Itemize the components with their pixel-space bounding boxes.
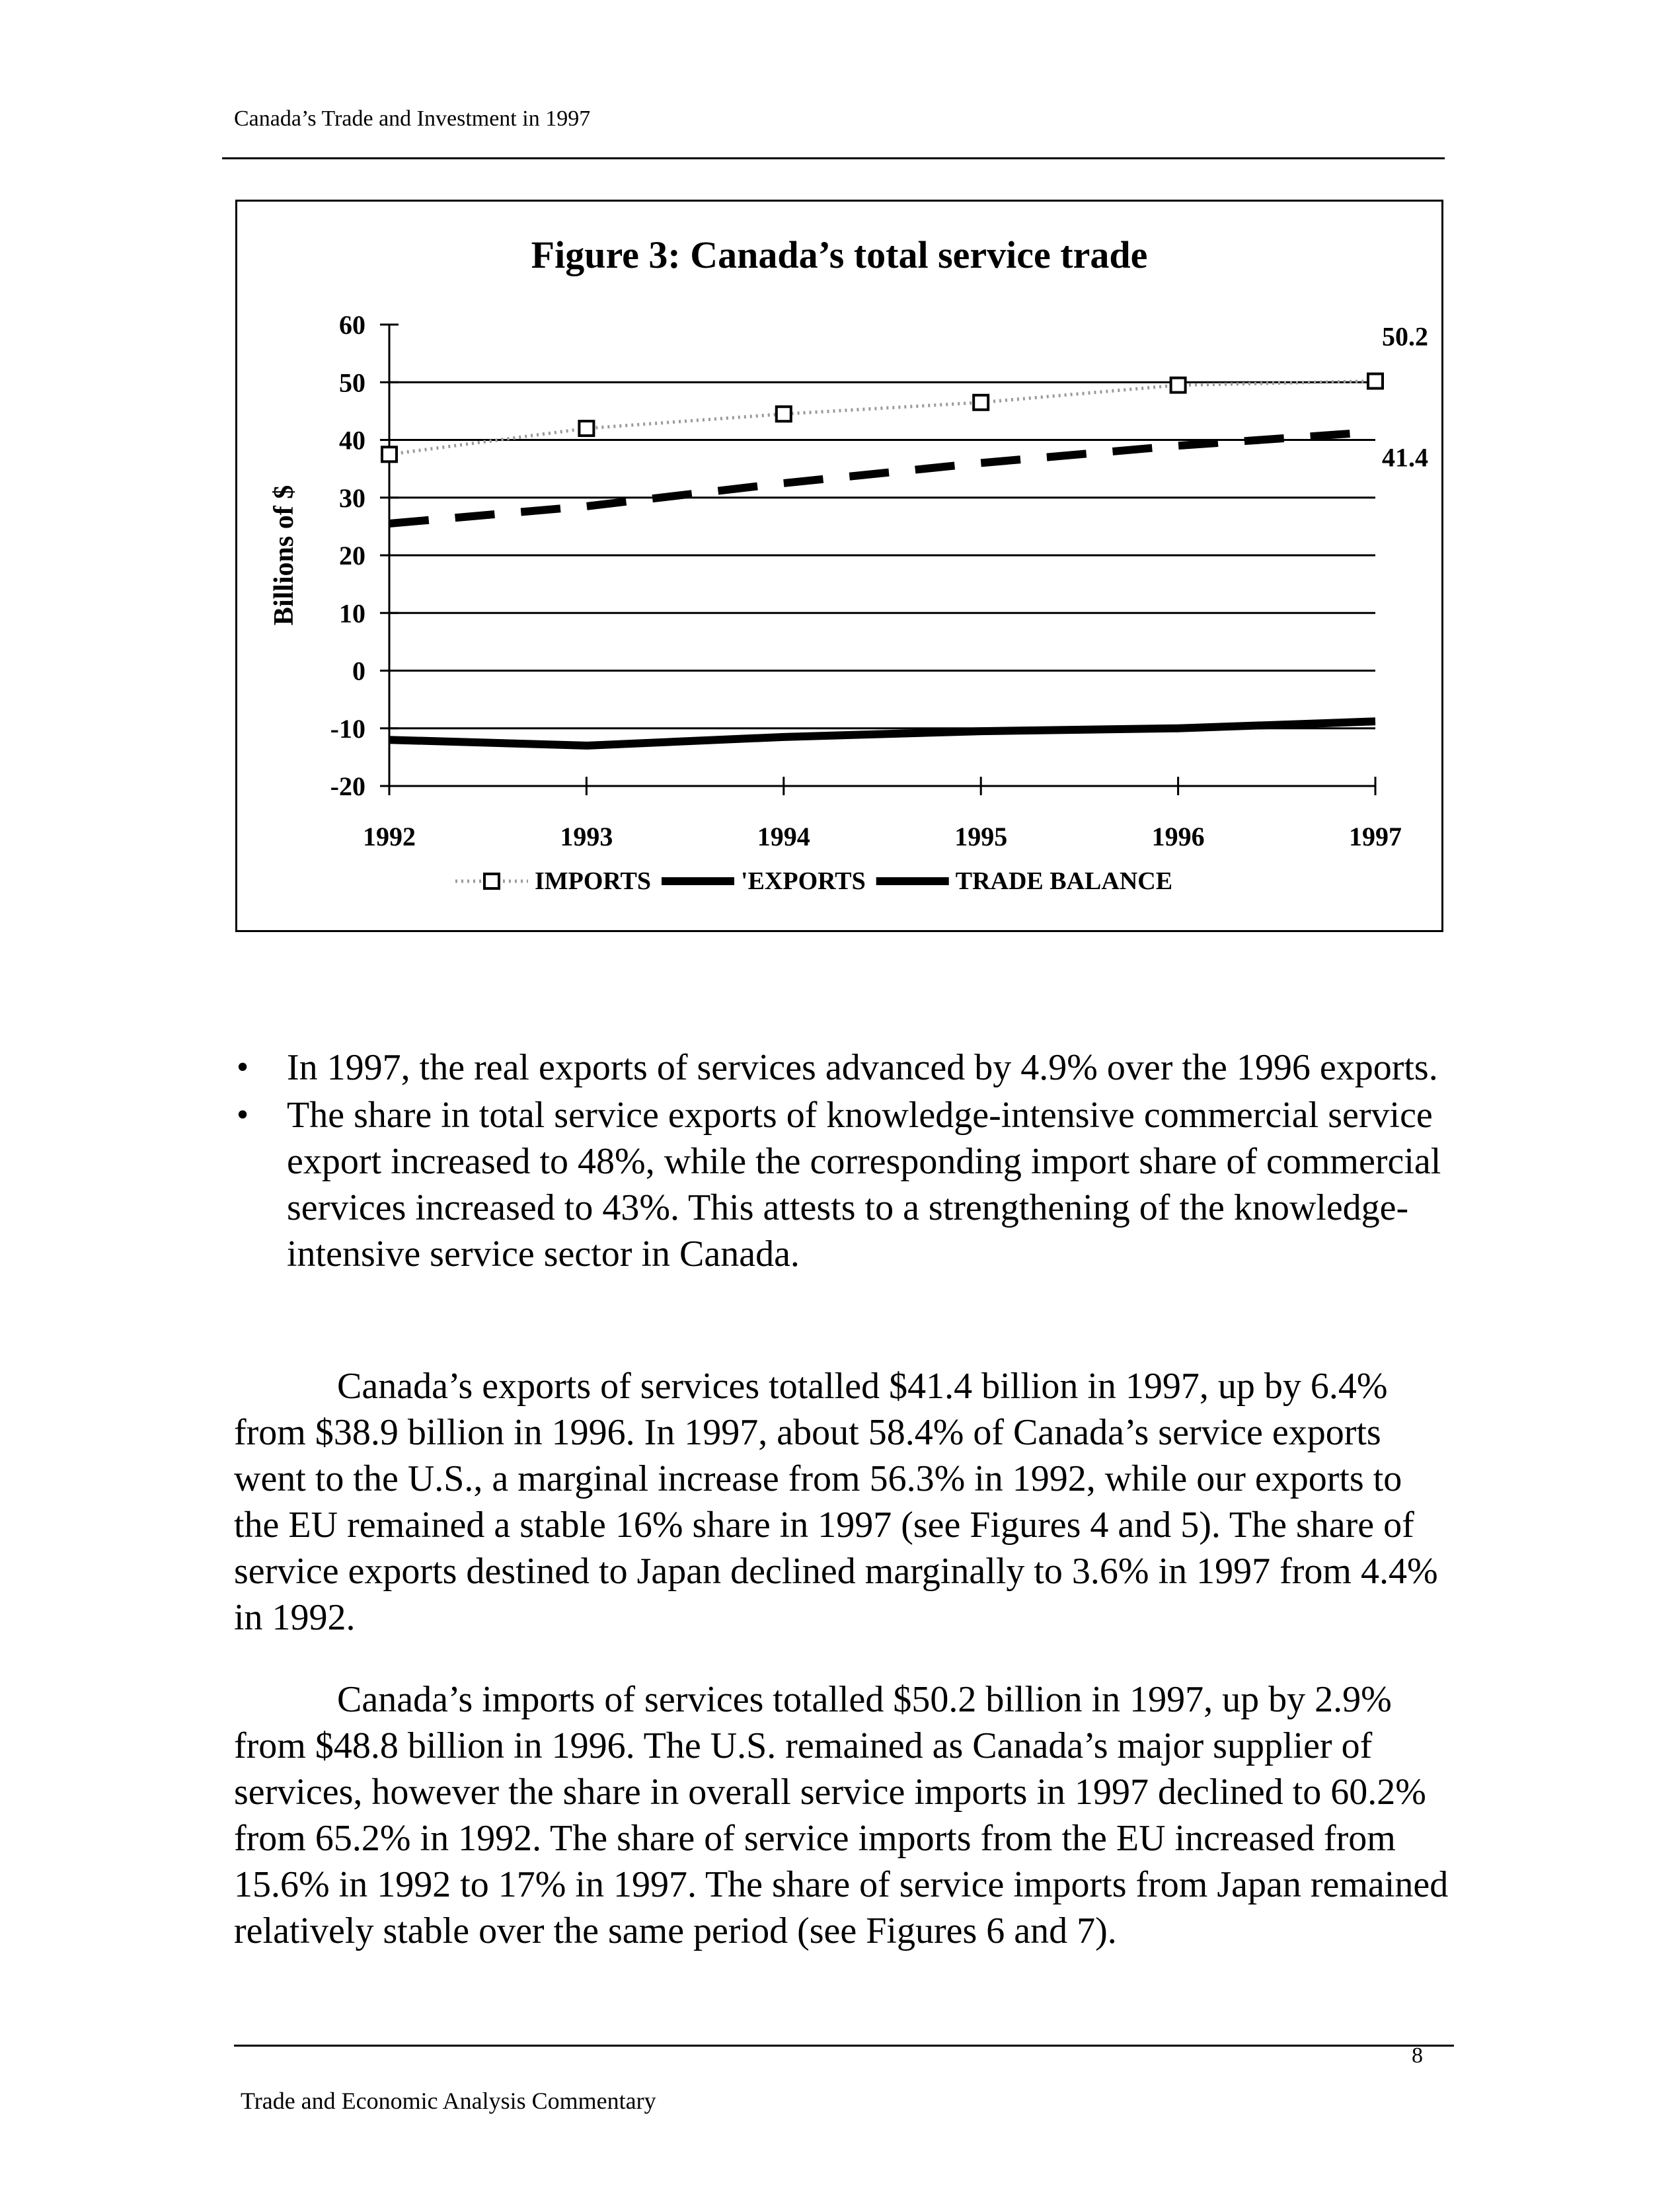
data-point-marker [382, 447, 397, 461]
data-point-marker [1171, 378, 1186, 393]
x-tick-label: 1995 [954, 822, 1008, 851]
footer-rule [234, 2045, 1454, 2047]
series-line-1 [389, 432, 1375, 524]
imports-paragraph: Canada’s imports of services totalled $50.2 billion in 1997, up by 2.9% from $48.8 billion in 1996. The U.S. remained as Canada’s major supplier of services, however the share in overall service imports in 1997 declined to 60.2% from 65.2% in 1992. The share of service imports from the EU increased from 15.6% in 1992 to 17% in 1997. The share of service imports from Japan remained relatively stable over the same period (see Figures 6 and 7). [234, 1679, 1449, 1951]
figure-3-box [235, 200, 1443, 932]
y-tick-label: 10 [339, 598, 365, 629]
data-point-marker [1368, 374, 1383, 389]
legend-label: 'EXPORTS [741, 867, 866, 895]
x-tick-label: 1996 [1151, 822, 1205, 851]
header-rule [222, 157, 1445, 159]
y-tick-label: -10 [330, 713, 365, 744]
y-tick-label: 50 [339, 368, 365, 398]
bullet-list [234, 1044, 1457, 1278]
series-line-2 [389, 721, 1375, 746]
legend-marker [484, 874, 499, 888]
x-tick-label: 1994 [757, 822, 810, 851]
chart-title: Figure 3: Canada’s total service trade [531, 233, 1148, 276]
service-trade-chart [237, 202, 1441, 930]
x-tick-label: 1997 [1349, 822, 1402, 851]
bullet-item: • In 1997, the real exports of services advanced by 4.9% over the 1996 exports. [234, 1044, 1457, 1091]
data-point-marker [777, 407, 791, 421]
data-point-marker [974, 395, 988, 410]
y-tick-label: 0 [352, 656, 365, 686]
y-tick-label: -20 [330, 771, 365, 801]
bullet-item: • The share in total service exports of knowledge-intensive commercial service export increased to 48%, while the corresponding import share of commercial services increased to 43%. This attests to a strengthening of the knowledge-intensive service sector in Canada. [234, 1092, 1457, 1277]
page-number: 8 [1412, 2043, 1423, 2068]
running-head: Canada’s Trade and Investment in 1997 [234, 106, 591, 131]
exports-paragraph: Canada’s exports of services totalled $41.4 billion in 1997, up by 6.4% from $38.9 billion in 1996. In 1997, about 58.4% of Canada’s service exports went to the U.S., a marginal increase from 56.3% in 1992, while our exports to the EU remained a stable 16% share in 1997 (see Figures 4 and 5). The share of service exports destined to Japan declined marginally to 3.6% in 1997 from 4.4% in 1992. [234, 1366, 1438, 1638]
y-tick-label: 30 [339, 483, 365, 513]
data-label: 50.2 [1382, 321, 1428, 352]
data-label: 41.4 [1382, 442, 1428, 473]
x-tick-label: 1992 [363, 822, 416, 851]
y-tick-label: 40 [339, 425, 365, 455]
legend-label: TRADE BALANCE [955, 867, 1173, 895]
legend-label: IMPORTS [535, 867, 652, 895]
y-axis-label: Billions of $ [269, 485, 299, 626]
x-tick-label: 1993 [560, 822, 613, 851]
series-line-0 [389, 381, 1375, 455]
y-tick-label: 20 [339, 541, 365, 570]
footer-publication: Trade and Economic Analysis Commentary [241, 2088, 656, 2114]
y-tick-label: 60 [339, 310, 365, 340]
data-point-marker [579, 421, 593, 436]
